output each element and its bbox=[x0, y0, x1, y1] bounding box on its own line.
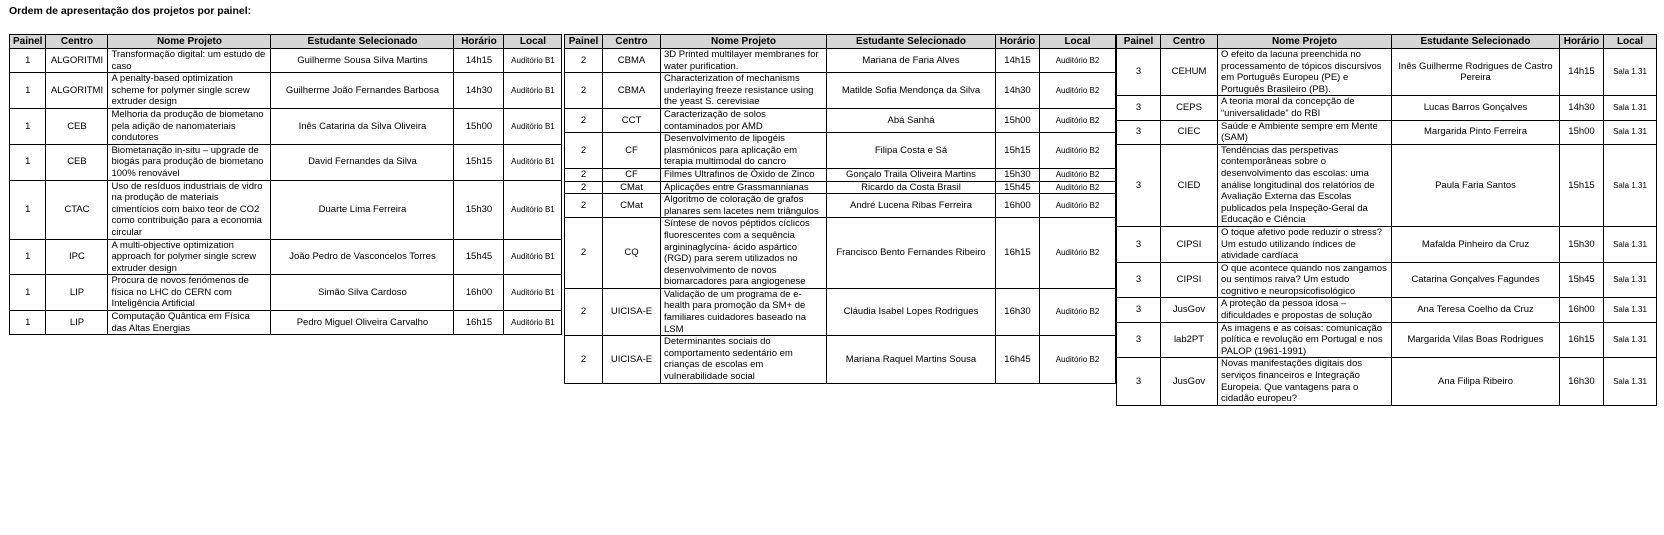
cell-nome-projeto: Caracterização de solos contaminados por AMD bbox=[661, 108, 827, 132]
cell-estudante: Filipa Costa e Sá bbox=[827, 133, 996, 169]
page-title: Ordem de apresentação dos projetos por painel: bbox=[9, 5, 252, 17]
cell-horario: 16h15 bbox=[1560, 322, 1604, 358]
cell-nome-projeto: Algoritmo de coloração de grafos planares sem lacetes nem triângulos bbox=[661, 194, 827, 218]
table-row bbox=[565, 288, 1116, 335]
header-horario: Horário bbox=[1560, 35, 1604, 49]
cell-local: Auditório B1 bbox=[504, 311, 562, 335]
cell-painel: 2 bbox=[565, 288, 603, 335]
table-row bbox=[10, 311, 562, 335]
cell-centro: CEHUM bbox=[1161, 49, 1218, 96]
table-row bbox=[565, 194, 1116, 218]
cell-centro: ALGORITMI bbox=[46, 73, 108, 109]
cell-painel: 3 bbox=[1117, 262, 1161, 298]
cell-estudante: Margarida Pinto Ferreira bbox=[1392, 120, 1560, 144]
cell-estudante: Ana Filipa Ribeiro bbox=[1392, 358, 1560, 405]
table-row bbox=[1117, 322, 1657, 358]
cell-nome-projeto: A proteção da pessoa idosa – dificuldades e propostas de solução bbox=[1218, 298, 1392, 322]
header-nome-projeto: Nome Projeto bbox=[1218, 35, 1392, 49]
cell-estudante: Simão Silva Cardoso bbox=[271, 275, 454, 311]
cell-estudante: Mafalda Pinheiro da Cruz bbox=[1392, 226, 1560, 262]
cell-local: Auditório B1 bbox=[504, 180, 562, 239]
table-row bbox=[10, 239, 562, 275]
header-painel: Painel bbox=[10, 35, 46, 49]
cell-horario: 15h00 bbox=[1560, 120, 1604, 144]
cell-nome-projeto: A penalty-based optimization scheme for polymer single screw extruder design bbox=[108, 73, 271, 109]
header-local: Local bbox=[1604, 35, 1657, 49]
cell-local: Auditório B1 bbox=[504, 144, 562, 180]
header-row bbox=[565, 35, 1116, 49]
cell-centro: CIPSI bbox=[1161, 226, 1218, 262]
cell-local: Auditório B2 bbox=[1040, 49, 1116, 73]
table-row bbox=[1117, 49, 1657, 96]
cell-painel: 3 bbox=[1117, 298, 1161, 322]
cell-local: Auditório B2 bbox=[1040, 181, 1116, 194]
cell-local: Auditório B2 bbox=[1040, 336, 1116, 383]
cell-horario: 15h15 bbox=[454, 144, 504, 180]
cell-painel: 3 bbox=[1117, 322, 1161, 358]
cell-nome-projeto: Saúde e Ambiente sempre em Mente (SAM) bbox=[1218, 120, 1392, 144]
cell-centro: IPC bbox=[46, 239, 108, 275]
cell-horario: 16h30 bbox=[1560, 358, 1604, 405]
cell-painel: 2 bbox=[565, 108, 603, 132]
cell-estudante: Catarina Gonçalves Fagundes bbox=[1392, 262, 1560, 298]
cell-estudante: Inês Guilherme Rodrigues de Castro Pereira bbox=[1392, 49, 1560, 96]
cell-nome-projeto: Procura de novos fenómenos de física no LHC do CERN com Inteligência Artificial bbox=[108, 275, 271, 311]
cell-estudante: David Fernandes da Silva bbox=[271, 144, 454, 180]
cell-painel: 2 bbox=[565, 133, 603, 169]
header-centro: Centro bbox=[603, 35, 661, 49]
cell-local: Auditório B2 bbox=[1040, 194, 1116, 218]
table-row bbox=[1117, 358, 1657, 405]
cell-centro: UICISA-E bbox=[603, 288, 661, 335]
cell-local: Auditório B2 bbox=[1040, 133, 1116, 169]
cell-estudante: Guilherme João Fernandes Barbosa bbox=[271, 73, 454, 109]
cell-estudante: Ricardo da Costa Brasil bbox=[827, 181, 996, 194]
cell-centro: CEB bbox=[46, 144, 108, 180]
cell-centro: CEPS bbox=[1161, 96, 1218, 120]
cell-estudante: Francisco Bento Fernandes Ribeiro bbox=[827, 218, 996, 289]
cell-nome-projeto: Síntese de novos péptidos cíclicos fluorescentes com a sequência argininaglycina- ácido aspártico (RGD) para serem utilizados no desenvolvimento de novos biomarcadores para angiogenese bbox=[661, 218, 827, 289]
cell-painel: 2 bbox=[565, 336, 603, 383]
cell-centro: LIP bbox=[46, 311, 108, 335]
cell-painel: 1 bbox=[10, 311, 46, 335]
cell-estudante: Mariana de Faria Alves bbox=[827, 49, 996, 73]
cell-local: Sala 1.31 bbox=[1604, 226, 1657, 262]
cell-horario: 14h15 bbox=[996, 49, 1040, 73]
cell-estudante: Matilde Sofia Mendonça da Silva bbox=[827, 73, 996, 109]
table-row bbox=[565, 168, 1116, 181]
cell-local: Sala 1.31 bbox=[1604, 144, 1657, 226]
cell-centro: ALGORITMI bbox=[46, 49, 108, 73]
cell-painel: 2 bbox=[565, 73, 603, 109]
cell-horario: 16h30 bbox=[996, 288, 1040, 335]
cell-local: Auditório B2 bbox=[1040, 73, 1116, 109]
cell-nome-projeto: Desenvolvimento de lipogéis plasmónicos para aplicação em terapia multimodal do cancro bbox=[661, 133, 827, 169]
cell-centro: CIEC bbox=[1161, 120, 1218, 144]
table-row bbox=[10, 73, 562, 109]
cell-painel: 1 bbox=[10, 180, 46, 239]
cell-local: Auditório B1 bbox=[504, 275, 562, 311]
cell-nome-projeto: Validação de um programa de e-health para promoção da SM+ de familiares cuidadores baseado na LSM bbox=[661, 288, 827, 335]
cell-local: Auditório B1 bbox=[504, 239, 562, 275]
table-row bbox=[1117, 298, 1657, 322]
table-row bbox=[565, 218, 1116, 289]
cell-centro: CIPSI bbox=[1161, 262, 1218, 298]
table-row bbox=[565, 133, 1116, 169]
cell-horario: 15h15 bbox=[1560, 144, 1604, 226]
cell-painel: 1 bbox=[10, 49, 46, 73]
cell-horario: 16h45 bbox=[996, 336, 1040, 383]
cell-horario: 16h00 bbox=[1560, 298, 1604, 322]
cell-horario: 15h00 bbox=[996, 108, 1040, 132]
cell-estudante: Ana Teresa Coelho da Cruz bbox=[1392, 298, 1560, 322]
cell-painel: 1 bbox=[10, 275, 46, 311]
cell-horario: 16h00 bbox=[996, 194, 1040, 218]
header-centro: Centro bbox=[1161, 35, 1218, 49]
cell-local: Sala 1.31 bbox=[1604, 262, 1657, 298]
cell-horario: 14h15 bbox=[1560, 49, 1604, 96]
cell-nome-projeto: O toque afetivo pode reduzir o stress? Um estudo utilizando índices de atividade cardíaca bbox=[1218, 226, 1392, 262]
cell-local: Auditório B2 bbox=[1040, 288, 1116, 335]
cell-nome-projeto: Determinantes sociais do comportamento sedentário em crianças de escolas em vulnerabilidade social bbox=[661, 336, 827, 383]
cell-horario: 16h15 bbox=[996, 218, 1040, 289]
header-nome-projeto: Nome Projeto bbox=[661, 35, 827, 49]
header-row bbox=[1117, 35, 1657, 49]
cell-local: Sala 1.31 bbox=[1604, 358, 1657, 405]
panel-2-table bbox=[564, 34, 1116, 384]
header-estudante: Estudante Selecionado bbox=[271, 35, 454, 49]
cell-estudante: Lucas Barros Gonçalves bbox=[1392, 96, 1560, 120]
cell-horario: 14h15 bbox=[454, 49, 504, 73]
header-local: Local bbox=[504, 35, 562, 49]
cell-centro: CTAC bbox=[46, 180, 108, 239]
cell-painel: 1 bbox=[10, 239, 46, 275]
cell-centro: LIP bbox=[46, 275, 108, 311]
cell-painel: 2 bbox=[565, 49, 603, 73]
cell-horario: 15h00 bbox=[454, 108, 504, 144]
panel-3-table bbox=[1116, 34, 1657, 406]
cell-nome-projeto: Melhoria da produção de biometano pela adição de nanomateriais condutores bbox=[108, 108, 271, 144]
header-horario: Horário bbox=[454, 35, 504, 49]
cell-nome-projeto: O efeito da lacuna preenchida no processamento de tópicos discursivos em Português Europeu (PE) e Português Brasileiro (PB). bbox=[1218, 49, 1392, 96]
cell-painel: 2 bbox=[565, 181, 603, 194]
header-centro: Centro bbox=[46, 35, 108, 49]
cell-local: Sala 1.31 bbox=[1604, 96, 1657, 120]
cell-centro: UICISA-E bbox=[603, 336, 661, 383]
cell-centro: CMat bbox=[603, 181, 661, 194]
cell-local: Sala 1.31 bbox=[1604, 120, 1657, 144]
cell-horario: 15h30 bbox=[454, 180, 504, 239]
table-row bbox=[1117, 226, 1657, 262]
cell-nome-projeto: Computação Quântica em Física das Altas Energias bbox=[108, 311, 271, 335]
cell-local: Auditório B1 bbox=[504, 108, 562, 144]
cell-centro: CF bbox=[603, 133, 661, 169]
table-row bbox=[10, 49, 562, 73]
cell-nome-projeto: Filmes Ultrafinos de Óxido de Zinco bbox=[661, 168, 827, 181]
cell-estudante: Guilherme Sousa Silva Martins bbox=[271, 49, 454, 73]
cell-centro: CBMA bbox=[603, 49, 661, 73]
cell-horario: 15h30 bbox=[996, 168, 1040, 181]
cell-local: Auditório B1 bbox=[504, 49, 562, 73]
cell-local: Sala 1.31 bbox=[1604, 322, 1657, 358]
cell-painel: 3 bbox=[1117, 49, 1161, 96]
cell-estudante: Margarida Vilas Boas Rodrigues bbox=[1392, 322, 1560, 358]
cell-centro: CBMA bbox=[603, 73, 661, 109]
table-row bbox=[10, 144, 562, 180]
cell-painel: 1 bbox=[10, 144, 46, 180]
cell-estudante: Duarte Lima Ferreira bbox=[271, 180, 454, 239]
header-painel: Painel bbox=[565, 35, 603, 49]
table-row bbox=[565, 73, 1116, 109]
cell-estudante: Inês Catarina da Silva Oliveira bbox=[271, 108, 454, 144]
cell-horario: 15h45 bbox=[1560, 262, 1604, 298]
cell-centro: JusGov bbox=[1161, 298, 1218, 322]
cell-painel: 2 bbox=[565, 194, 603, 218]
cell-local: Sala 1.31 bbox=[1604, 298, 1657, 322]
cell-nome-projeto: A multi-objective optimization approach for polymer single screw extruder design bbox=[108, 239, 271, 275]
cell-nome-projeto: Transformação digital: um estudo de caso bbox=[108, 49, 271, 73]
table-row bbox=[10, 108, 562, 144]
cell-nome-projeto: Biometanação in-situ – upgrade de biogás para produção de biometano 100% renovável bbox=[108, 144, 271, 180]
cell-centro: CF bbox=[603, 168, 661, 181]
cell-painel: 3 bbox=[1117, 226, 1161, 262]
cell-horario: 16h15 bbox=[454, 311, 504, 335]
cell-estudante: Abá Sanhá bbox=[827, 108, 996, 132]
cell-horario: 14h30 bbox=[454, 73, 504, 109]
cell-horario: 15h15 bbox=[996, 133, 1040, 169]
header-nome-projeto: Nome Projeto bbox=[108, 35, 271, 49]
table-row bbox=[1117, 262, 1657, 298]
table-row bbox=[10, 275, 562, 311]
header-row bbox=[10, 35, 562, 49]
table-row bbox=[565, 49, 1116, 73]
cell-nome-projeto: O que acontece quando nos zangamos ou sentimos raiva? Um estudo cognitivo e neuropsicofisológico bbox=[1218, 262, 1392, 298]
cell-local: Auditório B2 bbox=[1040, 218, 1116, 289]
cell-nome-projeto: Uso de resíduos industriais de vidro na produção de materiais cimentícios com baixo teor de CO2 como contribuição para a economia circular bbox=[108, 180, 271, 239]
cell-painel: 1 bbox=[10, 73, 46, 109]
panel-1-table bbox=[9, 34, 562, 335]
table-row bbox=[565, 336, 1116, 383]
cell-estudante: Gonçalo Traila Oliveira Martins bbox=[827, 168, 996, 181]
cell-nome-projeto: Tendências das perspetivas contemporâneas sobre o desenvolvimento das escolas: uma análise longitudinal dos relatórios de Avaliação Externa das Escolas publicados pela Inspeção-Geral da Educação e Ciência bbox=[1218, 144, 1392, 226]
table-row bbox=[10, 180, 562, 239]
cell-estudante: André Lucena Ribas Ferreira bbox=[827, 194, 996, 218]
header-painel: Painel bbox=[1117, 35, 1161, 49]
cell-horario: 15h45 bbox=[454, 239, 504, 275]
cell-local: Auditório B1 bbox=[504, 73, 562, 109]
cell-centro: lab2PT bbox=[1161, 322, 1218, 358]
cell-centro: CCT bbox=[603, 108, 661, 132]
cell-estudante: João Pedro de Vasconcelos Torres bbox=[271, 239, 454, 275]
cell-centro: CIED bbox=[1161, 144, 1218, 226]
cell-horario: 15h30 bbox=[1560, 226, 1604, 262]
cell-horario: 16h00 bbox=[454, 275, 504, 311]
cell-nome-projeto: Aplicações entre Grassmannianas bbox=[661, 181, 827, 194]
cell-painel: 2 bbox=[565, 168, 603, 181]
header-estudante: Estudante Selecionado bbox=[1392, 35, 1560, 49]
cell-nome-projeto: A teoria moral da concepção de “universalidade” do RBI bbox=[1218, 96, 1392, 120]
table-row bbox=[1117, 120, 1657, 144]
cell-horario: 14h30 bbox=[996, 73, 1040, 109]
cell-centro: CEB bbox=[46, 108, 108, 144]
cell-centro: CQ bbox=[603, 218, 661, 289]
table-row bbox=[1117, 96, 1657, 120]
cell-painel: 3 bbox=[1117, 358, 1161, 405]
cell-estudante: Pedro Miguel Oliveira Carvalho bbox=[271, 311, 454, 335]
table-row bbox=[1117, 144, 1657, 226]
cell-local: Sala 1.31 bbox=[1604, 49, 1657, 96]
cell-painel: 3 bbox=[1117, 144, 1161, 226]
cell-local: Auditório B2 bbox=[1040, 108, 1116, 132]
cell-painel: 2 bbox=[565, 218, 603, 289]
cell-painel: 1 bbox=[10, 108, 46, 144]
header-local: Local bbox=[1040, 35, 1116, 49]
cell-nome-projeto: As imagens e as coisas: comunicação política e revolução em Portugal e nos PALOP (1961-1991) bbox=[1218, 322, 1392, 358]
cell-local: Auditório B2 bbox=[1040, 168, 1116, 181]
table-row bbox=[565, 108, 1116, 132]
cell-centro: CMat bbox=[603, 194, 661, 218]
cell-nome-projeto: Characterization of mechanisms underlaying freeze resistance using the yeast S. cerevisiae bbox=[661, 73, 827, 109]
cell-horario: 14h30 bbox=[1560, 96, 1604, 120]
header-horario: Horário bbox=[996, 35, 1040, 49]
cell-horario: 15h45 bbox=[996, 181, 1040, 194]
cell-painel: 3 bbox=[1117, 120, 1161, 144]
cell-estudante: Cláudia Isabel Lopes Rodrigues bbox=[827, 288, 996, 335]
cell-centro: JusGov bbox=[1161, 358, 1218, 405]
cell-estudante: Paula Faria Santos bbox=[1392, 144, 1560, 226]
cell-estudante: Mariana Raquel Martins Sousa bbox=[827, 336, 996, 383]
cell-painel: 3 bbox=[1117, 96, 1161, 120]
header-estudante: Estudante Selecionado bbox=[827, 35, 996, 49]
table-row bbox=[565, 181, 1116, 194]
cell-nome-projeto: Novas manifestações digitais dos serviços financeiros e Integração Europeia. Que vantagens para o cidadão europeu? bbox=[1218, 358, 1392, 405]
cell-nome-projeto: 3D Printed multilayer membranes for water purification. bbox=[661, 49, 827, 73]
